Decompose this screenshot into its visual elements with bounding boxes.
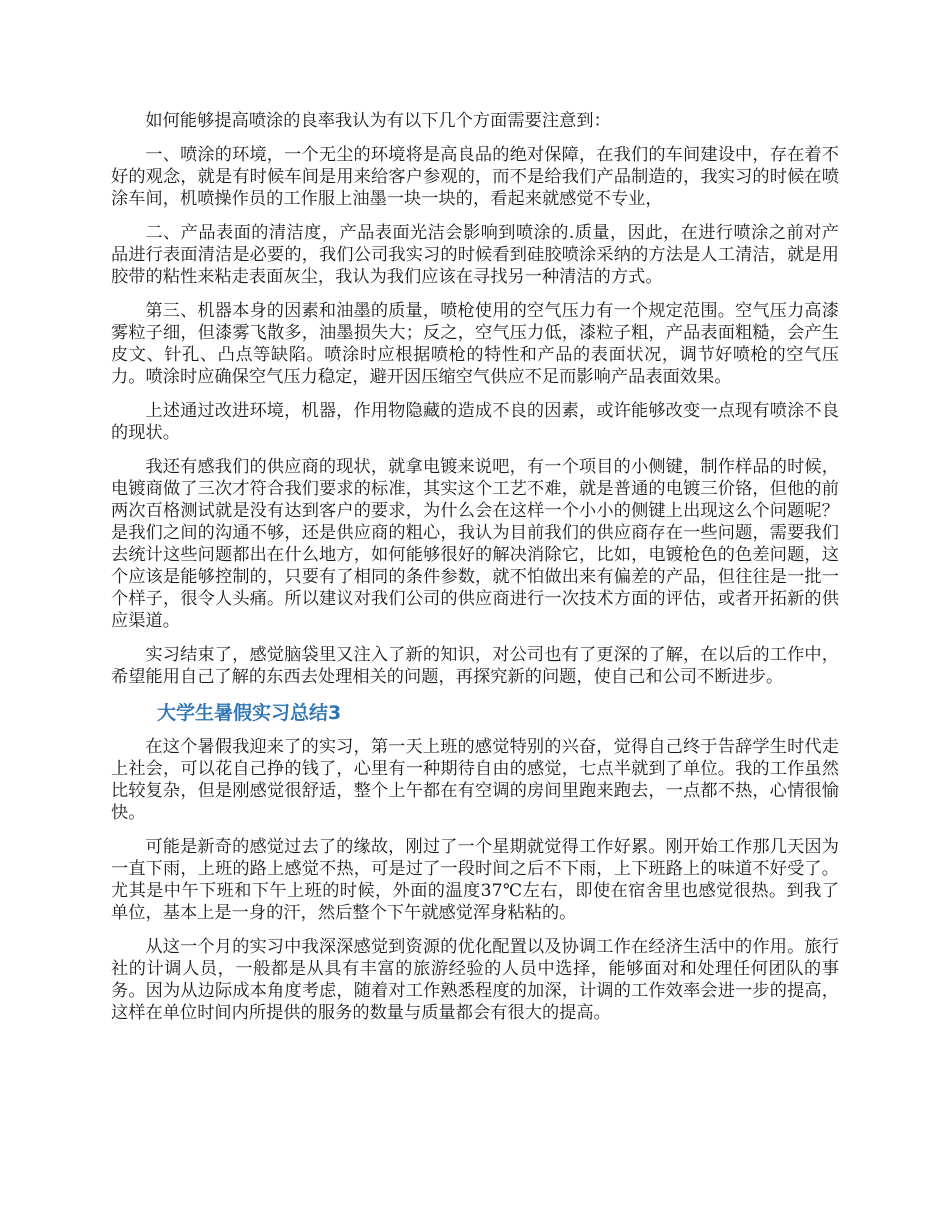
paragraph-machine-ink: 第三、机器本身的因素和油墨的质量，喷枪使用的空气压力有一个规定范围。空气压力高漆雾粒子细，但漆雾飞散多，油墨损失大；反之，空气压力低，漆粒子粗，产品表面粗糙，会产生皮文、针孔、凸点等缺陷。喷涂时应根据喷枪的特性和产品的表面状况，调节好喷枪的空气压力。喷涂时应确保空气压力稳定，避开因压缩空气供应不足而影响产品表面效果。 bbox=[111, 301, 839, 387]
paragraph-suppliers: 我还有感我们的供应商的现状，就拿电镀来说吧，有一个项目的小侧键，制作样品的时候，电镀商做了三次才符合我们要求的标准，其实这个工艺不难，就是普通的电镀三价铬，但他的前两次百格测试就是没有达到客户的要求，为什么会在这样一个小小的侧键上出现这么个问题呢？是我们之间的沟通不够，还是供应商的粗心，我认为目前我们的供应商存在一些问题，需要我们去统计这些问题都出在什么地方，如何能够很好的解决消除它，比如，电镀枪色的色差问题，这个应该是能够控制的，只要有了相同的条件参数，就不怕做出来有偏差的产品，但往往是一批一个样子，很令人头痛。所以建议对我们公司的供应商进行一次技术方面的评估，或者开拓新的供应渠道。 bbox=[111, 457, 839, 631]
paragraph-intro: 如何能够提高喷涂的良率我认为有以下几个方面需要注意到： bbox=[145, 111, 611, 131]
paragraph-tired: 可能是新奇的感觉过去了的缘故，刚过了一个星期就觉得工作好累。刚开始工作那几天因为一直下雨，上班的路上感觉不热，可是过了一段时间之后不下雨，上下班路上的味道不好受了。尤其是中午下班和下午上班的时候，外面的温度37℃左右，即使在宿舍里也感觉很热。到我了单位，基本上是一身的汗，然后整个下午就感觉浑身粘粘的。 bbox=[111, 837, 839, 923]
document-body bbox=[111, 110, 839, 1036]
paragraph-internship-end: 实习结束了，感觉脑袋里又注入了新的知识，对公司也有了更深的了解，在以后的工作中，希望能用自己了解的东西去处理相关的问题，再探究新的问题，使自己和公司不断进步。 bbox=[111, 645, 839, 687]
paragraph-summary-improvement: 上述通过改进环境，机器，作用物隐藏的造成不良的因素，或许能够改变一点现有喷涂不良的现状。 bbox=[111, 401, 839, 443]
paragraph-environment: 一、喷涂的环境，一个无尘的环境将是高良品的绝对保障，在我们的车间建设中，存在着不好的观念，就是有时候车间是用来给客户参观的，而不是给我们产品制造的，我实习的时候在喷涂车间，机喷操作员的工作服上油墨一块一块的，看起来就感觉不专业， bbox=[111, 145, 839, 209]
paragraph-surface-cleanliness: 二、产品表面的清洁度，产品表面光洁会影响到喷涂的.质量，因此，在进行喷涂之前对产品进行表面清洁是必要的，我们公司我实习的时候看到硅胶喷涂采纳的方法是人工清洁，就是用胶带的粘性来粘走表面灰尘，我认为我们应该在寻找另一种清洁的方式。 bbox=[111, 223, 839, 287]
paragraph-first-day: 在这个暑假我迎来了的实习，第一天上班的感觉特别的兴奋，觉得自己终于告辞学生时代走上社会，可以花自己挣的钱了，心里有一种期待自由的感觉，七点半就到了单位。我的工作虽然比较复杂，但是刚感觉很舒适，整个上午都在有空调的房间里跑来跑去，一点都不热，心情很愉快。 bbox=[111, 737, 839, 823]
paragraph-resource-allocation: 从这一个月的实习中我深深感觉到资源的优化配置以及协调工作在经济生活中的作用。旅行社的计调人员，一般都是从具有丰富的旅游经验的人员中选择，能够面对和处理任何团队的事务。因为从边际成本角度考虑，随着对工作熟悉程度的加深，计调的工作效率会进一步的提高，这样在单位时间内所提供的服务的数量与质量都会有很大的提高。 bbox=[111, 937, 839, 1023]
section-heading: 大学生暑假实习总结3 bbox=[157, 702, 342, 724]
